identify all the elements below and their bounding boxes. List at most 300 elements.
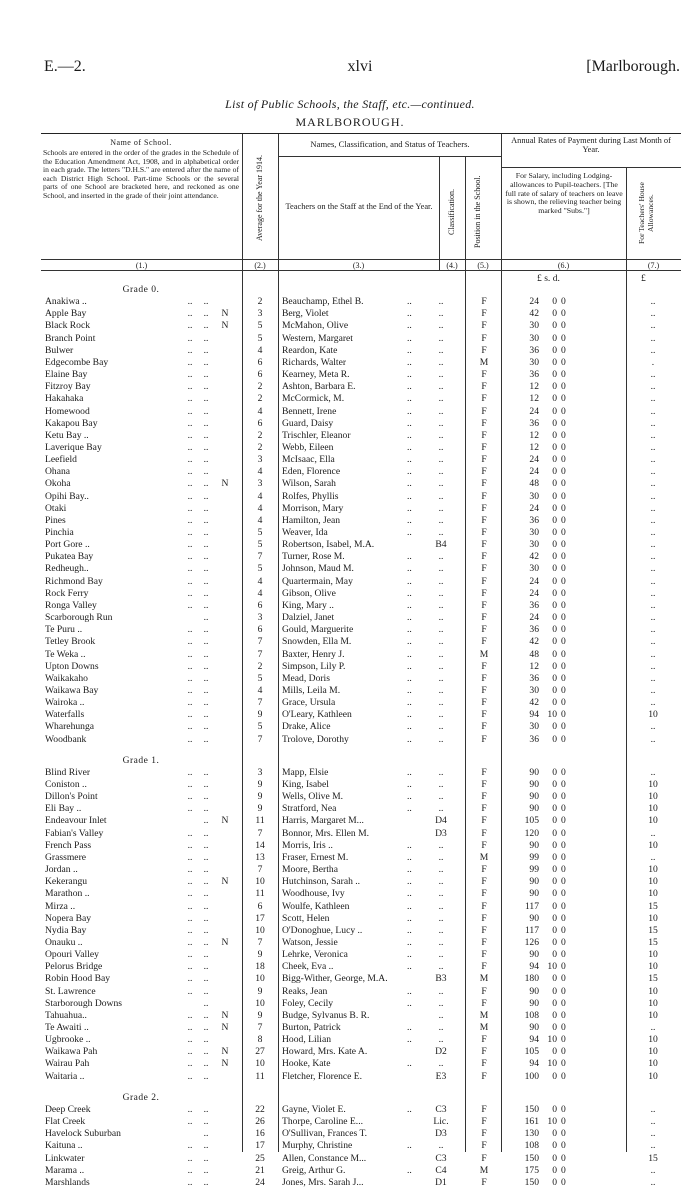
classification: D3: [435, 827, 447, 839]
table-row: [41, 888, 681, 900]
salary-pounds: 42: [529, 697, 539, 709]
position: F: [481, 551, 487, 563]
average-attendance: 10: [255, 876, 265, 888]
house-allowance: 15: [648, 924, 658, 936]
teacher-name: Murphy, Christine: [282, 1140, 353, 1152]
average-attendance: 26: [255, 1116, 265, 1128]
classification: ..: [438, 912, 444, 924]
house-allowance: 10: [648, 912, 658, 924]
table-row: [41, 649, 681, 661]
leader-dots: ..: [407, 985, 412, 997]
classification: ..: [438, 851, 444, 863]
table-row: [41, 308, 681, 320]
school-name: Starborough Downs: [45, 997, 123, 1009]
teacher-name: Bennett, Irene: [282, 405, 337, 417]
leader-dots: ..: [407, 1022, 412, 1033]
average-attendance: 9: [257, 1009, 263, 1021]
average-attendance: 7: [257, 827, 263, 839]
leader-dots: ..: [407, 912, 412, 924]
salary-pence: 0: [561, 1022, 566, 1033]
salary-pounds: 30: [529, 684, 539, 696]
house-allowance: ..: [650, 672, 656, 684]
position: F: [481, 514, 487, 526]
salary-shillings: 0: [552, 766, 557, 778]
teacher-name: McIsaac, Ella: [282, 454, 335, 466]
house-allowance: ..: [650, 1140, 656, 1152]
leader-dots: ..: [407, 320, 412, 332]
average-attendance: 6: [257, 356, 263, 368]
position: F: [481, 1152, 487, 1164]
classification: ..: [438, 575, 444, 587]
average-attendance: 17: [255, 1140, 265, 1152]
teacher-name: Woodhouse, Ivy: [282, 888, 345, 900]
leader-dots: ..: [203, 466, 209, 478]
salary-pounds: 36: [529, 733, 539, 745]
average-attendance: 9: [257, 791, 263, 803]
salary-shillings: 0: [552, 612, 557, 624]
classification: ..: [438, 733, 444, 745]
leader-dots: ..: [203, 1070, 209, 1082]
salary-pence: 0: [561, 876, 566, 888]
school-name: Deep Creek: [45, 1103, 91, 1115]
salary-pence: 0: [561, 803, 566, 815]
leader-dots: ..: [187, 551, 193, 563]
position: F: [481, 721, 487, 733]
house-allowance: 10: [648, 1034, 658, 1046]
leader-dots: ..: [187, 502, 193, 514]
leader-dots: ..: [203, 1128, 209, 1140]
teacher-name: Howard, Mrs. Kate A.: [282, 1046, 368, 1058]
leader-dots: ..: [203, 1009, 209, 1021]
district-ref: [Marlborough.: [586, 58, 680, 75]
salary-pounds: 117: [524, 900, 539, 912]
salary-pounds: 36: [529, 417, 539, 429]
average-attendance: 7: [257, 636, 263, 648]
leader-dots: ..: [407, 344, 412, 356]
house-allowance: ..: [650, 490, 656, 502]
classification: ..: [438, 332, 444, 344]
salary-pence: 0: [561, 466, 566, 478]
leader-dots: ..: [187, 733, 193, 745]
salary-shillings: 0: [552, 985, 557, 997]
house-allowance: 10: [648, 709, 658, 721]
classification: ..: [438, 429, 444, 441]
leader-dots: ..: [407, 660, 412, 672]
school-name: Wairoka ..: [45, 697, 85, 709]
classification: ..: [438, 1034, 444, 1046]
average-attendance: 4: [257, 466, 263, 478]
table-row: [41, 333, 681, 345]
salary-shillings: 0: [552, 973, 557, 985]
salary-shillings: 0: [552, 527, 557, 538]
salary-pence: 0: [561, 936, 566, 948]
leader-dots: ..: [203, 961, 209, 973]
classification: ..: [438, 466, 444, 478]
salary-shillings: 0: [552, 648, 557, 660]
house-allowance: ..: [650, 320, 656, 332]
teacher-name: Webb, Eileen: [282, 441, 334, 453]
average-attendance: 3: [257, 612, 263, 624]
teacher-name: Hooke, Kate: [282, 1058, 331, 1070]
school-name: Laverique Bay: [45, 441, 102, 453]
position: F: [481, 924, 487, 936]
salary-pence: 0: [561, 839, 566, 851]
col-num: (7.): [647, 261, 660, 270]
table-row: [41, 406, 681, 418]
classification: ..: [438, 369, 444, 381]
leader-dots: ..: [187, 1058, 193, 1070]
teacher-name: McCormick, M.: [282, 393, 345, 405]
position: F: [481, 502, 487, 514]
classification: D3: [435, 1128, 447, 1140]
average-attendance: 5: [257, 563, 263, 575]
leader-dots: ..: [203, 864, 209, 876]
salary-pounds: 99: [529, 864, 539, 876]
teacher-name: Snowden, Ella M.: [282, 636, 352, 648]
leader-dots: ..: [187, 900, 193, 912]
school-name: Dillon's Point: [45, 791, 98, 803]
leader-dots: ..: [187, 636, 193, 648]
page-header: [40, 58, 680, 78]
school-name: Kaituna ..: [45, 1140, 83, 1152]
house-allowance: ..: [650, 478, 656, 490]
salary-pence: 0: [561, 344, 566, 356]
school-name: Pelorus Bridge: [45, 961, 103, 973]
salary-shillings: 10: [547, 961, 557, 973]
leader-dots: ..: [407, 684, 412, 696]
position: F: [481, 766, 487, 778]
average-attendance: 11: [255, 815, 265, 827]
house-allowance: ..: [650, 369, 656, 381]
table-row: [41, 478, 681, 490]
native-marker: N: [221, 1046, 229, 1058]
salary-pence: 0: [561, 624, 566, 636]
leader-dots: ..: [407, 672, 412, 684]
average-attendance: 10: [255, 924, 265, 936]
school-name: Nydia Bay: [45, 924, 87, 936]
table-row: [41, 828, 681, 840]
position: F: [481, 803, 487, 815]
salary-shillings: 0: [552, 551, 557, 563]
teacher-name: Richards, Walter: [282, 356, 347, 368]
classification: ..: [438, 697, 444, 709]
average-attendance: 25: [255, 1152, 265, 1164]
house-allowance: ..: [650, 393, 656, 405]
leader-dots: ..: [203, 539, 209, 551]
salary-pence: 0: [561, 429, 566, 441]
house-allowance: ..: [650, 296, 656, 308]
leader-dots: ..: [187, 827, 193, 839]
salary-shillings: 0: [552, 332, 557, 344]
teacher-name: Cheek, Eva ..: [282, 961, 334, 973]
col-num: (5.): [477, 261, 489, 270]
salary-pence: 0: [561, 539, 566, 551]
leader-dots: ..: [187, 624, 193, 636]
salary-pence: 0: [561, 514, 566, 526]
teacher-name: Mead, Doris: [282, 672, 330, 684]
leader-dots: ..: [407, 697, 412, 709]
school-name: Otaki: [45, 502, 67, 514]
leader-dots: ..: [203, 478, 209, 490]
average-heading: Average for the Year 1914.: [255, 154, 264, 242]
house-allowance: ..: [650, 851, 656, 863]
salary-pounds: 42: [529, 551, 539, 563]
average-attendance: 4: [257, 514, 263, 526]
leader-dots: ..: [407, 332, 412, 344]
salary-shillings: 0: [552, 949, 557, 961]
school-name: Linkwater: [45, 1152, 85, 1164]
table-row: [41, 296, 681, 308]
table-row: [41, 791, 681, 803]
average-attendance: 2: [257, 660, 263, 672]
leader-dots: ..: [407, 803, 412, 815]
school-name: Coniston ..: [45, 779, 87, 790]
classification: B3: [435, 973, 447, 985]
classification: ..: [438, 417, 444, 429]
leader-dots: ..: [407, 624, 412, 636]
leader-dots: ..: [203, 417, 209, 429]
table-row: [41, 803, 681, 815]
school-name: Waikakaho: [45, 672, 88, 684]
leader-dots: ..: [203, 296, 209, 308]
salary-shillings: 0: [552, 900, 557, 912]
leader-dots: ..: [203, 612, 209, 624]
salary-pence: 0: [561, 1128, 566, 1140]
classification: ..: [438, 900, 444, 912]
salary-pence: 0: [561, 791, 566, 803]
leader-dots: ..: [203, 636, 209, 648]
average-attendance: 16: [255, 1128, 265, 1140]
salary-pence: 0: [561, 1058, 566, 1070]
leader-dots: ..: [407, 296, 412, 308]
salary-pence: 0: [561, 1046, 566, 1058]
house-allowance: ..: [650, 308, 656, 320]
leader-dots: ..: [407, 454, 412, 466]
classification: ..: [438, 393, 444, 405]
classification: ..: [438, 344, 444, 356]
house-allowance: 10: [648, 1058, 658, 1070]
salary-pounds: 48: [529, 648, 539, 660]
table-row: [41, 1177, 681, 1189]
salary-pounds: 36: [529, 672, 539, 684]
table-row: [41, 961, 681, 973]
table-row: [41, 998, 681, 1010]
leader-dots: ..: [203, 827, 209, 839]
school-name: Fabian's Valley: [45, 827, 104, 839]
leader-dots: ..: [407, 1164, 412, 1176]
salary-shillings: 0: [552, 405, 557, 417]
position: F: [481, 660, 487, 672]
salary-pounds: 90: [529, 791, 539, 803]
average-attendance: 11: [255, 1070, 265, 1082]
classification: ..: [438, 320, 444, 332]
teacher-name: Johnson, Maud M.: [282, 563, 354, 575]
classification: ..: [438, 660, 444, 672]
salary-pence: 0: [561, 697, 566, 709]
native-marker: N: [221, 815, 229, 827]
house-allowance: 10: [648, 815, 658, 827]
leader-dots: ..: [187, 851, 193, 863]
leader-dots: ..: [187, 1176, 193, 1188]
position: F: [481, 697, 487, 709]
leader-dots: ..: [203, 332, 209, 344]
teacher-name: Morris, Iris ..: [282, 839, 333, 851]
leader-dots: ..: [407, 648, 412, 660]
salary-pounds: 24: [529, 296, 539, 308]
salary-shillings: 0: [552, 393, 557, 405]
salary-shillings: 0: [552, 624, 557, 636]
average-attendance: 7: [257, 551, 263, 563]
salary-pence: 0: [561, 733, 566, 745]
salary-pence: 0: [561, 949, 566, 961]
table-row: [41, 685, 681, 697]
salary-pounds: 150: [524, 1176, 539, 1188]
leader-dots: ..: [187, 320, 193, 332]
teacher-name: Lehrke, Veronica: [282, 949, 348, 961]
school-name: Waikawa Bay: [45, 684, 99, 696]
salary-shillings: 0: [552, 441, 557, 453]
teacher-name: Jones, Mrs. Sarah J...: [282, 1176, 364, 1188]
position: M: [479, 1022, 489, 1033]
school-name: Robin Hood Bay: [45, 973, 111, 985]
salary-pence: 0: [561, 587, 566, 599]
salary-pence: 0: [561, 381, 566, 393]
leader-dots: ..: [407, 587, 412, 599]
salary-shillings: 0: [552, 697, 557, 709]
position: F: [481, 405, 487, 417]
school-name: Upton Downs: [45, 660, 99, 672]
salary-shillings: 0: [552, 466, 557, 478]
teacher-name: Trischler, Eleanor: [282, 429, 351, 441]
salary-pounds: 90: [529, 997, 539, 1009]
salary-shillings: 0: [552, 924, 557, 936]
salary-shillings: 0: [552, 587, 557, 599]
school-name: Ugbrooke ..: [45, 1034, 91, 1046]
school-name: Hakahaka: [45, 393, 84, 405]
position: F: [481, 709, 487, 721]
salary-pounds: 99: [529, 851, 539, 863]
salary-pounds: 30: [529, 320, 539, 332]
salary-shillings: 0: [552, 876, 557, 888]
leader-dots: ..: [187, 466, 193, 478]
teacher-name: Reaks, Jean: [282, 985, 328, 997]
position: F: [481, 332, 487, 344]
salary-pounds: 90: [529, 766, 539, 778]
classification: ..: [438, 478, 444, 490]
average-attendance: 7: [257, 648, 263, 660]
table-row: [41, 393, 681, 405]
salary-shillings: 0: [552, 684, 557, 696]
position: F: [481, 441, 487, 453]
salary-pounds: 24: [529, 405, 539, 417]
leader-dots: ..: [203, 648, 209, 660]
leader-dots: ..: [187, 888, 193, 900]
leader-dots: ..: [203, 839, 209, 851]
classification: B4: [435, 539, 447, 551]
table-row: [41, 1140, 681, 1152]
salary-shillings: 0: [552, 1128, 557, 1140]
grade-heading: Grade 1.: [122, 755, 160, 766]
salary-pounds: 24: [529, 587, 539, 599]
leader-dots: ..: [187, 441, 193, 453]
classification: ..: [438, 924, 444, 936]
leader-dots: ..: [407, 527, 412, 538]
position: F: [481, 429, 487, 441]
leader-dots: ..: [187, 356, 193, 368]
leader-dots: ..: [187, 490, 193, 502]
average-attendance: 4: [257, 490, 263, 502]
table-row: [41, 709, 681, 721]
position: F: [481, 827, 487, 839]
salary-shillings: 0: [552, 1046, 557, 1058]
grade-heading: Grade 0.: [122, 285, 160, 295]
position: F: [481, 320, 487, 332]
leader-dots: ..: [203, 851, 209, 863]
house-allowance: 15: [648, 1152, 658, 1164]
house-allowance: ..: [650, 697, 656, 709]
school-name: Pukatea Bay: [45, 551, 94, 563]
leader-dots: ..: [407, 599, 412, 611]
classification: ..: [438, 985, 444, 997]
classification: ..: [438, 672, 444, 684]
salary-pounds: 24: [529, 575, 539, 587]
house-allowance: ..: [650, 636, 656, 648]
position: M: [479, 648, 489, 660]
salary-pence: 0: [561, 924, 566, 936]
school-name: St. Lawrence: [45, 985, 96, 997]
table-row: [41, 815, 681, 827]
leader-dots: ..: [187, 791, 193, 803]
average-attendance: 9: [257, 709, 263, 721]
classification: C4: [435, 1164, 447, 1176]
house-allowance: ..: [650, 332, 656, 344]
position: F: [481, 791, 487, 803]
position: F: [481, 466, 487, 478]
salary-pounds: 24: [529, 454, 539, 466]
leader-dots: ..: [187, 1034, 193, 1046]
salary-pence: 0: [561, 997, 566, 1009]
table-row: [41, 721, 681, 733]
table-row: [41, 551, 681, 563]
table-row: [41, 925, 681, 937]
table-row: [41, 986, 681, 998]
school-name: Port Gore ..: [45, 539, 90, 551]
house-allowance: ..: [650, 1116, 656, 1128]
salary-pence: 0: [561, 296, 566, 308]
average-attendance: 6: [257, 900, 263, 912]
salary-pence: 0: [561, 851, 566, 863]
position: F: [481, 1058, 487, 1070]
leader-dots: ..: [407, 575, 412, 587]
leader-dots: ..: [187, 575, 193, 587]
teacher-name: Reardon, Kate: [282, 344, 338, 356]
house-allowance: 10: [648, 791, 658, 803]
salary-pence: 0: [561, 779, 566, 790]
salary-pence: 0: [561, 973, 566, 985]
school-name: Tahuahua..: [45, 1009, 87, 1021]
school-name: Pinchia: [45, 527, 74, 538]
house-allowance: ..: [650, 441, 656, 453]
position: F: [481, 587, 487, 599]
leader-dots: ..: [203, 575, 209, 587]
position: F: [481, 839, 487, 851]
leader-dots: ..: [187, 527, 193, 538]
leader-dots: ..: [203, 502, 209, 514]
average-attendance: 5: [257, 721, 263, 733]
classification: ..: [438, 599, 444, 611]
table-row: [41, 973, 681, 985]
teacher-name: Beauchamp, Ethel B.: [282, 296, 364, 308]
